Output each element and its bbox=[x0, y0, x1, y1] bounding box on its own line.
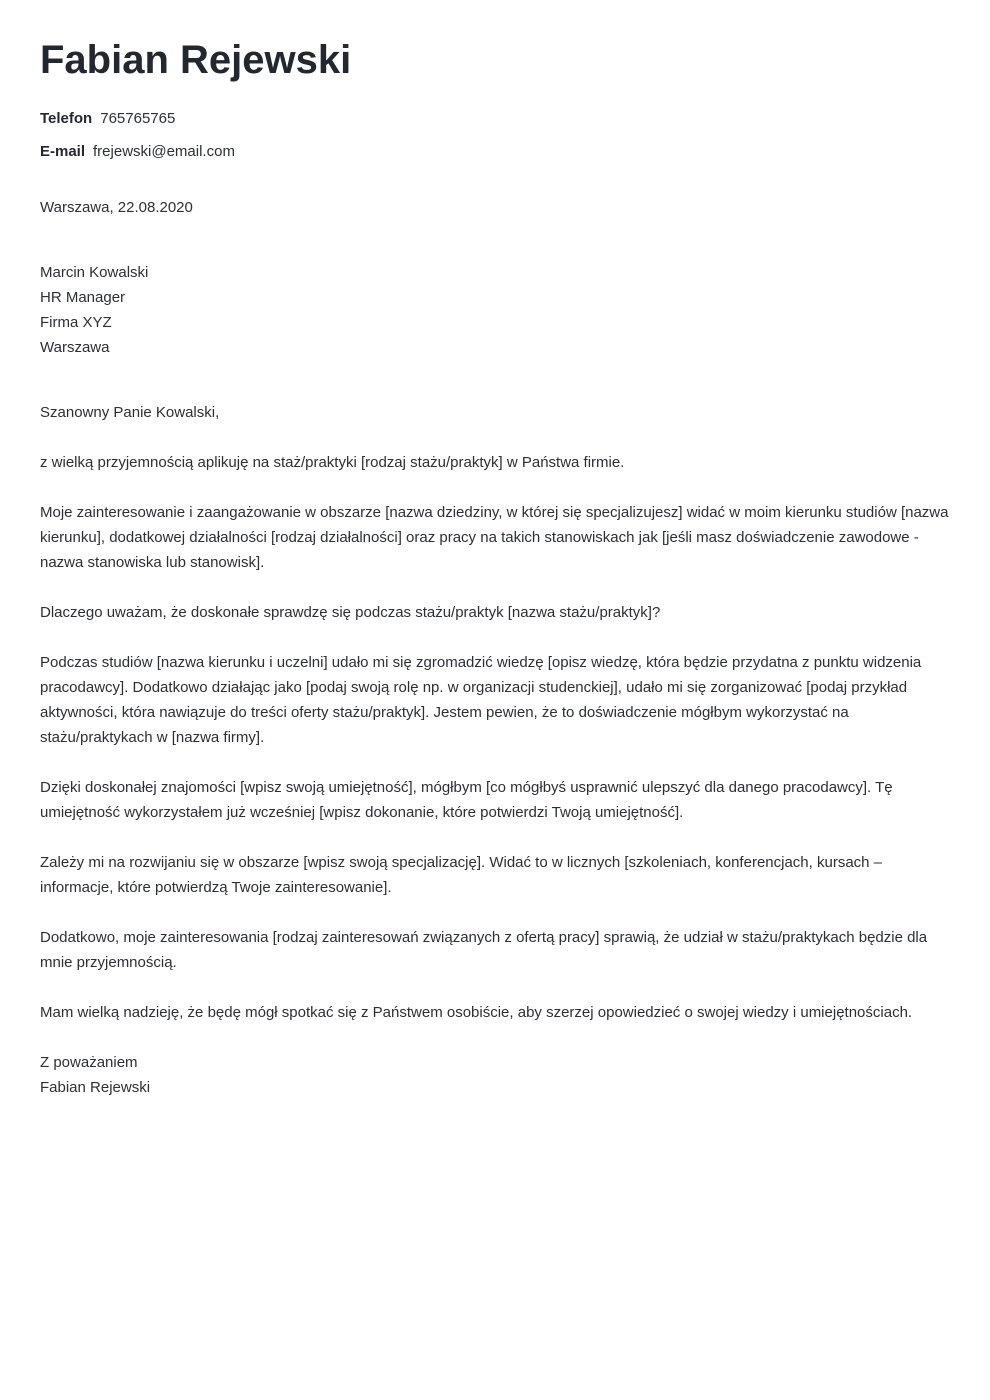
recipient-block bbox=[40, 260, 950, 360]
body-paragraph: Dzięki doskonałej znajomości [wpisz swoją umiejętność], mógłbym [co mógłbyś usprawnić ulepszyć dla danego pracodawcy]. Tę umiejętność wykorzystałem już wcześniej [wpisz dokonanie, które potwierdzi Twoją umiejętność]. bbox=[40, 779, 893, 821]
email-label: E-mail bbox=[40, 143, 86, 160]
letter-date: Warszawa, 22.08.2020 bbox=[40, 199, 193, 216]
recipient-name: Marcin Kowalski bbox=[40, 264, 149, 281]
body-paragraph: Dodatkowo, moje zainteresowania [rodzaj zainteresowań związanych z ofertą pracy] sprawią, że udział w stażu/praktykach będzie dla mnie przyjemnością. bbox=[40, 929, 928, 971]
email-row bbox=[40, 141, 950, 163]
closing-block bbox=[40, 1050, 950, 1100]
phone-row bbox=[40, 108, 950, 130]
greeting: Szanowny Panie Kowalski, bbox=[40, 404, 220, 421]
email-value: frejewski@email.com bbox=[93, 143, 235, 160]
applicant-name: Fabian Rejewski bbox=[40, 38, 352, 82]
recipient-company: Firma XYZ bbox=[40, 314, 112, 331]
contact-info bbox=[40, 108, 950, 163]
recipient-city: Warszawa bbox=[40, 339, 110, 356]
body-paragraph: Mam wielką nadzieję, że będę mógł spotkać się z Państwem osobiście, aby szerzej opowiedzieć o swojej wiedzy i umiejętnościach. bbox=[40, 1004, 913, 1021]
body-paragraph: Zależy mi na rozwijaniu się w obszarze [wpisz swoją specjalizację]. Widać to w licznych [szkoleniach, konferencjach, kursach – informacje, które potwierdzą Twoje zainteresowanie]. bbox=[40, 854, 883, 896]
closing-phrase: Z poważaniem bbox=[40, 1054, 138, 1071]
phone-value: 765765765 bbox=[100, 110, 176, 127]
phone-label: Telefon bbox=[40, 110, 93, 127]
signature: Fabian Rejewski bbox=[40, 1079, 151, 1096]
body-paragraph: Moje zainteresowanie i zaangażowanie w obszarze [nazwa dziedziny, w której się specjalizujesz] widać w moim kierunku studiów [nazwa kierunku], dodatkowej działalności [rodzaj działalności] oraz pracy na takich stanowiskach jak [jeśli masz doświadczenie zawodowe - nazwa stanowiska lub stanowisk]. bbox=[40, 504, 949, 571]
recipient-title: HR Manager bbox=[40, 289, 126, 306]
letter-body bbox=[40, 450, 950, 1025]
body-paragraph: Podczas studiów [nazwa kierunku i uczelni] udało mi się zgromadzić wiedzę [opisz wiedzę, która będzie przydatna z punktu widzenia pracodawcy]. Dodatkowo działając jako [podaj swoją rolę np. w organizacji studenckiej], udało mi się zorganizować [podaj przykład aktywności, która nawiązuje do treści oferty stażu/praktyk]. Jestem pewien, że to doświadczenie mógłbym wykorzystać na stażu/praktykach w [nazwa firmy]. bbox=[40, 654, 922, 746]
body-paragraph: z wielką przyjemnością aplikuję na staż/praktyki [rodzaj stażu/praktyk] w Państwa firmie. bbox=[40, 454, 625, 471]
body-paragraph: Dlaczego uważam, że doskonałe sprawdzę się podczas stażu/praktyk [nazwa stażu/praktyk]? bbox=[40, 604, 661, 621]
